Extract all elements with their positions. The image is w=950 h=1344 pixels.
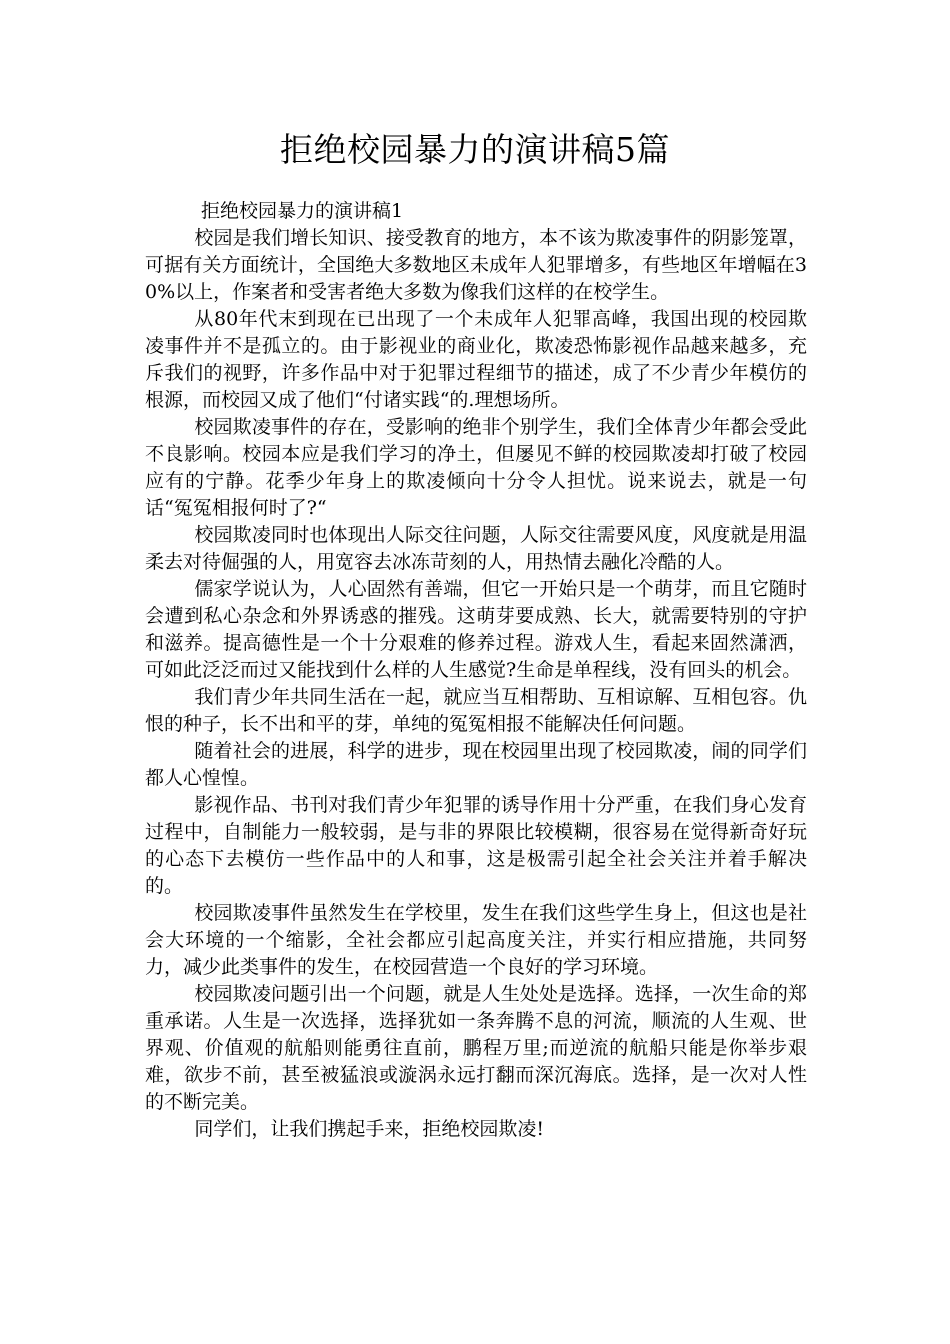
paragraph: 从80年代末到现在已出现了一个未成年人犯罪高峰，我国出现的校园欺凌事件并不是孤立的。由于影视业的商业化，欺凌恐怖影视作品越来越多，充斥我们的视野，许多作品中对于犯罪过程细节的描述，成了不少青少年模仿的根源，而校园又成了他们“付诸实践“的.理想场所。	[145, 308, 807, 411]
paragraph: 校园欺凌问题引出一个问题，就是人生处处是选择。选择，一次生命的郑重承诺。人生是一次选择，选择犹如一条奔腾不息的河流，顺流的人生观、世界观、价值观的航船则能勇往直前，鹏程万里;而逆流的航船只能是你举步艰难，欲步不前，甚至被猛浪或漩涡永远打翻而深沉海底。选择，是一次对人性的不断完美。	[145, 983, 807, 1113]
paragraph: 校园欺凌事件虽然发生在学校里，发生在我们这些学生身上，但这也是社会大环境的一个缩影，全社会都应引起高度关注，并实行相应措施，共同努力，减少此类事件的发生，在校园营造一个良好的学习环境。	[145, 902, 807, 978]
document-body	[145, 198, 807, 1143]
paragraph: 儒家学说认为，人心固然有善端，但它一开始只是一个萌芽，而且它随时会遭到私心杂念和外界诱惑的摧残。这萌芽要成熟、长大，就需要特别的守护和滋养。提高德性是一个十分艰难的修养过程。游戏人生，看起来固然潇洒，可如此泛泛而过又能找到什么样的人生感觉?生命是单程线，没有回头的机会。	[145, 578, 807, 681]
paragraph: 校园欺凌同时也体现出人际交往问题，人际交往需要风度，风度就是用温柔去对待倔强的人，用宽容去冰冻苛刻的人，用热情去融化冷酷的人。	[145, 524, 807, 573]
document-title: 拒绝校园暴力的演讲稿5篇	[280, 130, 670, 169]
paragraph: 随着社会的进展，科学的进步，现在校园里出现了校园欺凌，闹的同学们都人心惶惶。	[145, 740, 807, 789]
section-heading: 拒绝校园暴力的演讲稿1	[201, 200, 404, 222]
paragraph: 影视作品、书刊对我们青少年犯罪的诱导作用十分严重，在我们身心发育过程中，自制能力一般较弱，是与非的界限比较模糊，很容易在觉得新奇好玩的心态下去模仿一些作品中的人和事，这是极需引起全社会关注并着手解决的。	[145, 794, 807, 897]
paragraph: 我们青少年共同生活在一起，就应当互相帮助、互相谅解、互相包容。仇恨的种子，长不出和平的芽，单纯的冤冤相报不能解决任何问题。	[145, 686, 807, 735]
paragraph: 校园是我们增长知识、接受教育的地方，本不该为欺凌事件的阴影笼罩，可据有关方面统计，全国绝大多数地区未成年人犯罪增多，有些地区年增幅在30%以上，作案者和受害者绝大多数为像我们这样的在校学生。	[145, 227, 807, 303]
paragraph: 同学们，让我们携起手来，拒绝校园欺凌!	[194, 1118, 545, 1140]
paragraph: 校园欺凌事件的存在，受影响的绝非个别学生，我们全体青少年都会受此不良影响。校园本应是我们学习的净土，但屡见不鲜的校园欺凌却打破了校园应有的宁静。花季少年身上的欺凌倾向十分令人担忧。说来说去，就是一句话“冤冤相报何时了?“	[145, 416, 807, 519]
